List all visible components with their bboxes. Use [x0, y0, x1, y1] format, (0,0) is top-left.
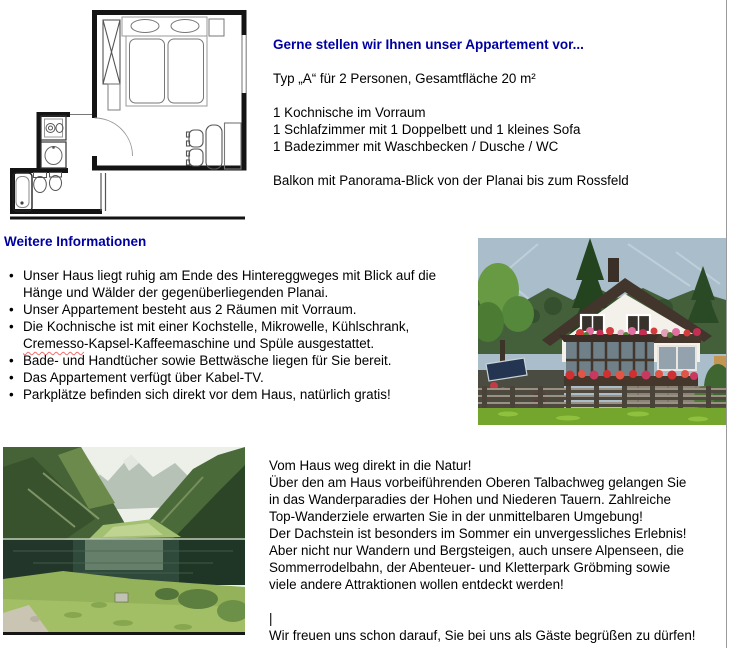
double-bed-symbol [122, 17, 224, 106]
kitchenette-symbol [41, 116, 66, 168]
bathroom-symbols [13, 173, 62, 212]
intro-room-line: 1 Badezimmer mit Waschbecken / Dusche / WC [273, 139, 559, 154]
more-info-heading: Weitere Informationen [4, 234, 147, 249]
lake-photo [3, 447, 245, 635]
bullet-item: • Parkplätze befinden sich direkt vor dem Haus, natürlich gratis! [4, 386, 470, 403]
floor-plan-image [8, 6, 248, 220]
nature-line: Der Dachstein ist besonders im Sommer ein unvergessliches Erlebnis! [269, 526, 687, 541]
nature-line: viele andere Attraktionen wollen entdeckt werden! [269, 577, 564, 592]
table-and-chairs-symbol [187, 123, 242, 169]
more-info-section [4, 233, 470, 403]
floor-plan-walls [10, 10, 247, 214]
intro-room-line: 1 Kochnische im Vorraum [273, 105, 426, 120]
house-photo [478, 238, 726, 425]
bullet-item: • Das Appartement verfügt über Kabel-TV. [4, 369, 470, 386]
intro-type-line: Typ „A“ für 2 Personen, Gesamtfläche 20 m² [273, 71, 536, 86]
text-cursor: | [269, 611, 273, 626]
bullet-item: • Bade- und Handtücher sowie Bettwäsche liegen für Sie bereit. [4, 352, 470, 369]
intro-section [273, 36, 725, 189]
window-edge-border [726, 0, 727, 648]
fence [478, 386, 726, 410]
intro-balcony-line: Balkon mit Panorama-Blick von der Planai bis zum Rossfeld [273, 173, 629, 188]
bullet-item: • Unser Appartement besteht aus 2 Räumen mit Vorraum. [4, 301, 470, 318]
nature-line: Top-Wanderziele erwarten Sie in der unmittelbaren Umgebung! [269, 509, 643, 524]
balcony-door-symbol [101, 173, 106, 211]
window-symbol [242, 35, 246, 93]
bullet-item-continued: Cremesso-Kapsel-Kaffeemaschine und Spüle ausgestattet. [23, 336, 375, 351]
intro-heading: Gerne stellen wir Ihnen unser Appartement vor... [273, 37, 584, 52]
nature-line: Über den am Haus vorbeiführenden Oberen Talbachweg gelangen Sie [269, 475, 687, 490]
intro-room-line: 1 Schlafzimmer mit 1 Doppelbett und 1 kleines Sofa [273, 122, 581, 137]
spellcheck-underlined-word: Cremesso [23, 336, 85, 351]
nature-section [269, 457, 729, 644]
nature-line: in das Wanderparadies der Hohen und Niederen Tauern. Zahlreiche [269, 492, 671, 507]
wardrobe-symbol [103, 20, 120, 110]
nature-line: Aber nicht nur Wandern und Bergsteigen, auch unsere Alpenseen, die [269, 543, 684, 558]
bullet-item: • Unser Haus liegt ruhig am Ende des Hintereggweges mit Blick auf die [4, 267, 470, 284]
bullet-item: • Die Kochnische ist mit einer Kochstelle, Mikrowelle, Kühlschrank, [4, 318, 470, 335]
door-swing-arc [95, 118, 133, 156]
nature-line: Vom Haus weg direkt in die Natur! [269, 458, 472, 473]
nature-closing-line: Wir freuen uns schon darauf, Sie bei uns als Gäste begrüßen zu dürfen! [269, 628, 696, 643]
bullet-item-continued: Hänge und Wälder der gegenüberliegenden Planai. [23, 285, 329, 300]
nature-line: Sommerrodelbahn, der Abenteuer- und Kletterpark Gröbming sowie [269, 560, 671, 575]
